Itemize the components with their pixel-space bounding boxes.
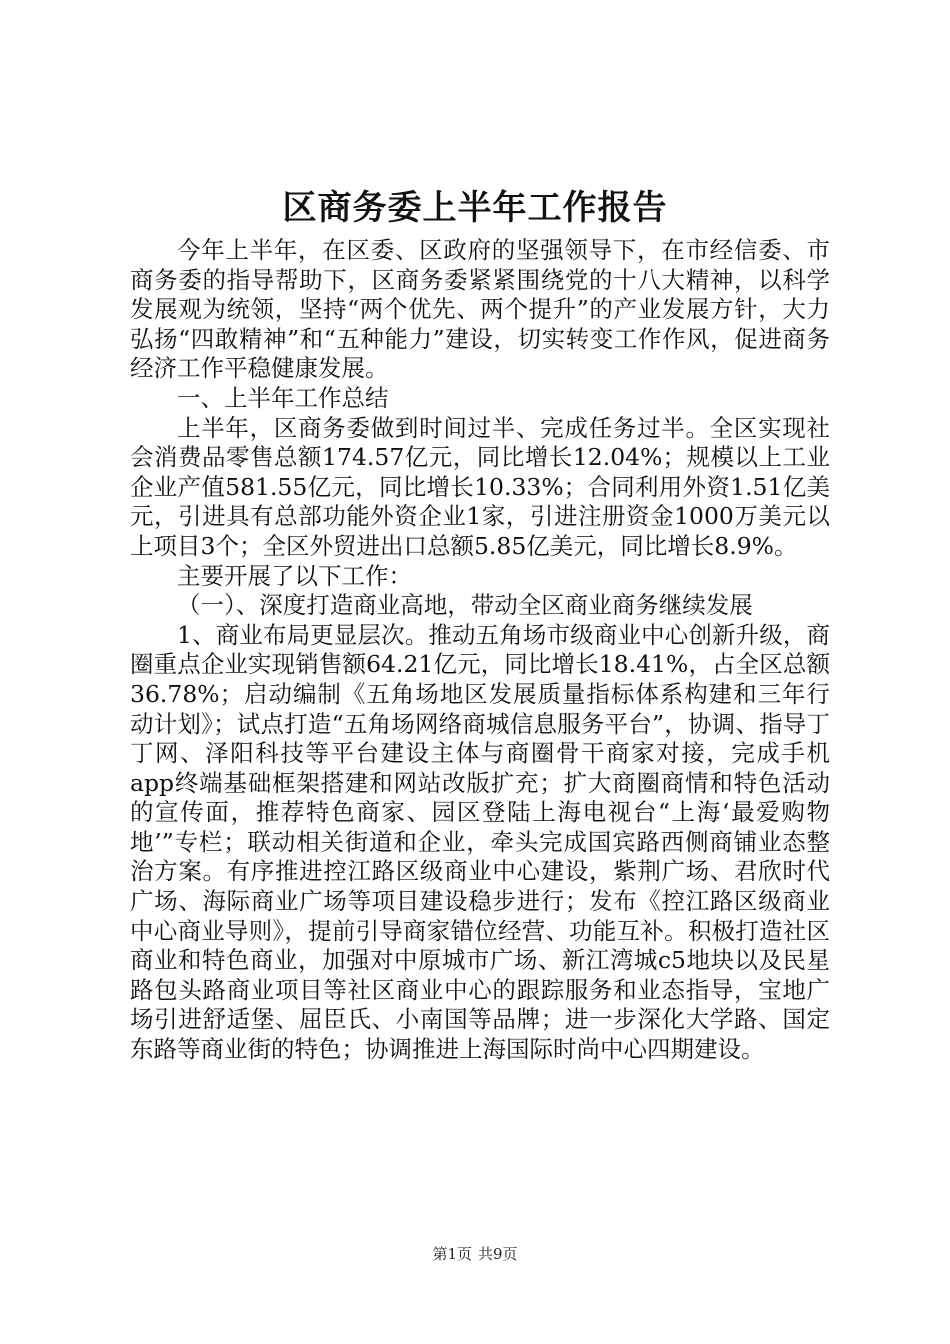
commerce-layout-paragraph: 1、商业布局更显层次。推动五角场市级商业中心创新升级，商圈重点企业实现销售额64.21亿元，同比增长18.41%，占全区总额36.78%；启动编制《五角场地区发展质量指标体系构建和三年行动计划》；试点打造“五角场网络商城信息服务平台”，协调、指导丁丁网、泽阳科技等平台建设主体与商圈骨干商家对接，完成手机app终端基础框架搭建和网站改版扩充；扩大商圈商情和特色活动的宣传面，推荐特色商家、园区登陆上海电视台“上海‘最爱购物地’”专栏；联动相关街道和企业，牵头完成国宾路西侧商铺业态整治方案。有序推进控江路区级商业中心建设，紫荆广场、君欣时代广场、海际商业广场等项目建设稳步进行；发布《控江路区级商业中心商业导则》，提前引导商家错位经营、功能互补。积极打造社区商业和特色商业，加强对中原城市广场、新江湾城c5地块以及民星路包头路商业项目等社区商业中心的跟踪服务和业态指导，宝地广场引进舒适堡、屈臣氏、小南国等品牌；进一步深化大学路、国定东路等商业街的特色；协调推进上海国际时尚中心四期建设。 [130,620,830,1064]
intro-paragraph: 今年上半年，在区委、区政府的坚强领导下，在市经信委、市商务委的指导帮助下，区商务委紧紧围绕党的十八大精神，以科学发展观为统领，坚持“两个优先、两个提升”的产业发展方针，大力弘扬“四敢精神”和“五种能力”建设，切实转变工作作风，促进商务经济工作平稳健康发展。 [130,236,830,383]
section-heading: 一、上半年工作总结 [177,383,389,412]
document-title: 区商务委上半年工作报告 [282,188,668,228]
summary-paragraph: 上半年，区商务委做到时间过半、完成任务过半。全区实现社会消费品零售总额174.57亿元，同比增长12.04%；规模以上工业企业产值581.55亿元，同比增长10.33%；合同利用外资1.51亿美元，引进具有总部功能外资企业1家，引进注册资金1000万美元以上项目3个；全区外贸进出口总额5.85亿美元，同比增长8.9%。 [130,413,830,560]
subsection-heading: （一）、深度打造商业高地，带动全区商业商务继续发展 [177,591,753,620]
document-body [130,236,830,1065]
page-total: 共9页 [478,1245,518,1263]
page-footer [0,1244,950,1264]
page-number: 第1页 [432,1245,472,1263]
work-intro-paragraph: 主要开展了以下工作： [177,561,412,590]
